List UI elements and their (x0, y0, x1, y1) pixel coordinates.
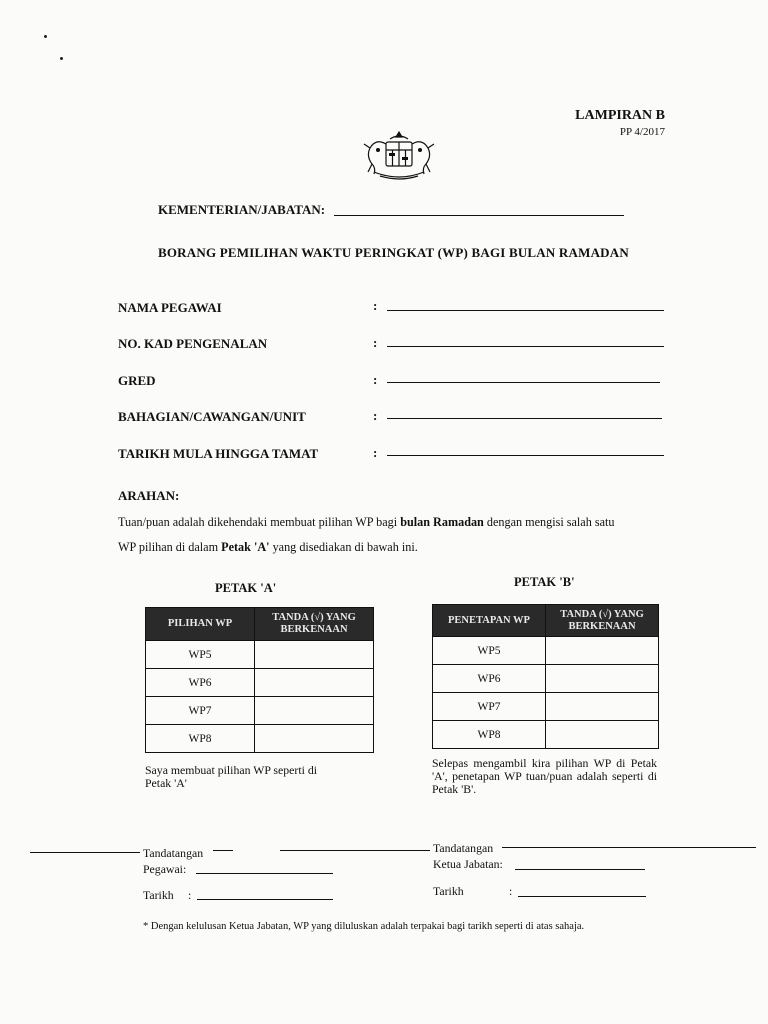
tick-cell[interactable] (546, 693, 659, 721)
tick-cell[interactable] (255, 641, 374, 669)
tarikh-ketua-field[interactable] (518, 896, 646, 897)
table-row (146, 725, 374, 753)
tarikh-pegawai-label: Tarikh (143, 888, 174, 902)
arahan-heading: ARAHAN: (118, 488, 180, 503)
no-kad-pengenalan-field[interactable] (387, 346, 664, 347)
kementerian-label: KEMENTERIAN/JABATAN: (158, 202, 326, 217)
pegawai-label: Pegawai: (143, 862, 187, 876)
table-row (433, 665, 659, 693)
tick-cell[interactable] (255, 725, 374, 753)
field-colon: : (373, 335, 378, 350)
divider (502, 847, 756, 848)
wp-option: WP8 (433, 721, 546, 749)
instruction-line-1: Tuan/puan adalah dikehendaki membuat pilihan WP bagi bulan Ramadan dengan mengisi salah satu (118, 515, 615, 529)
table-row (433, 693, 659, 721)
malaysia-coat-of-arms-icon (360, 130, 438, 182)
form-title: BORANG PEMILIHAN WAKTU PERINGKAT (WP) BAGI BULAN RAMADAN (158, 245, 629, 260)
ketua-jabatan-label: Ketua Jabatan: (433, 857, 503, 871)
petak-a-table (145, 607, 374, 753)
tick-cell[interactable] (546, 721, 659, 749)
footnote: * Dengan kelulusan Ketua Jabatan, WP yang diluluskan adalah terpakai bagi tarikh seperti di atas sahaja. (143, 921, 585, 932)
tarikh-pegawai-field[interactable] (197, 899, 333, 900)
field-colon: : (509, 884, 513, 898)
scan-speck (60, 57, 63, 60)
table-row (146, 697, 374, 725)
petak-b-note: Selepas mengambil kira pilihan WP di Petak 'A', penetapan WP tuan/puan adalah seperti di Petak 'B'. (432, 756, 657, 796)
divider (213, 850, 233, 851)
table-row (433, 637, 659, 665)
tick-cell[interactable] (546, 665, 659, 693)
petak-a-header-pilihan: PILIHAN WP (146, 608, 255, 641)
tick-cell[interactable] (255, 697, 374, 725)
ketua-signature-field[interactable] (515, 869, 645, 870)
gred-label: GRED (118, 373, 156, 388)
tarikh-mula-field[interactable] (387, 455, 664, 456)
tandatangan-pegawai-label: Tandatangan (143, 846, 204, 860)
pegawai-signature-field[interactable] (196, 873, 333, 874)
petak-b-header-penetapan: PENETAPAN WP (433, 605, 546, 637)
petak-b-header-tanda: TANDA (√) YANG BERKENAAN (546, 605, 659, 637)
table-row (146, 641, 374, 669)
instruction-line-2: WP pilihan di dalam Petak 'A' yang disediakan di bawah ini. (118, 540, 418, 554)
wp-option: WP6 (433, 665, 546, 693)
petak-a-title: PETAK 'A' (215, 581, 277, 595)
nama-pegawai-label: NAMA PEGAWAI (118, 300, 222, 315)
petak-a-header-tanda: TANDA (√) YANG BERKENAAN (255, 608, 374, 641)
field-colon: : (373, 372, 378, 387)
field-colon: : (373, 298, 378, 313)
divider (30, 852, 140, 853)
wp-option: WP8 (146, 725, 255, 753)
bahagian-label: BAHAGIAN/CAWANGAN/UNIT (118, 409, 306, 424)
scan-speck (44, 35, 47, 38)
table-row (146, 669, 374, 697)
wp-option: WP6 (146, 669, 255, 697)
nama-pegawai-field[interactable] (387, 310, 664, 311)
bahagian-field[interactable] (387, 418, 662, 419)
kementerian-field[interactable] (334, 215, 624, 216)
lampiran-label: LAMPIRAN B (575, 108, 665, 123)
gred-field[interactable] (387, 382, 660, 383)
petak-b-table (432, 604, 659, 749)
petak-b-title: PETAK 'B' (514, 575, 575, 589)
tandatangan-ketua-label: Tandatangan (433, 841, 494, 855)
table-row (433, 721, 659, 749)
wp-option: WP7 (146, 697, 255, 725)
tarikh-mula-label: TARIKH MULA HINGGA TAMAT (118, 446, 319, 461)
field-colon: : (373, 445, 378, 460)
tick-cell[interactable] (546, 637, 659, 665)
petak-a-note: Saya membuat pilihan WP seperti di Petak 'A' (145, 763, 318, 790)
wp-option: WP5 (146, 641, 255, 669)
divider (280, 850, 430, 851)
tick-cell[interactable] (255, 669, 374, 697)
wp-option: WP7 (433, 693, 546, 721)
field-colon: : (373, 408, 378, 423)
field-colon: : (188, 888, 192, 902)
reference-number: PP 4/2017 (619, 126, 665, 138)
no-kad-pengenalan-label: NO. KAD PENGENALAN (118, 336, 268, 351)
tarikh-ketua-label: Tarikh (433, 884, 464, 898)
wp-option: WP5 (433, 637, 546, 665)
